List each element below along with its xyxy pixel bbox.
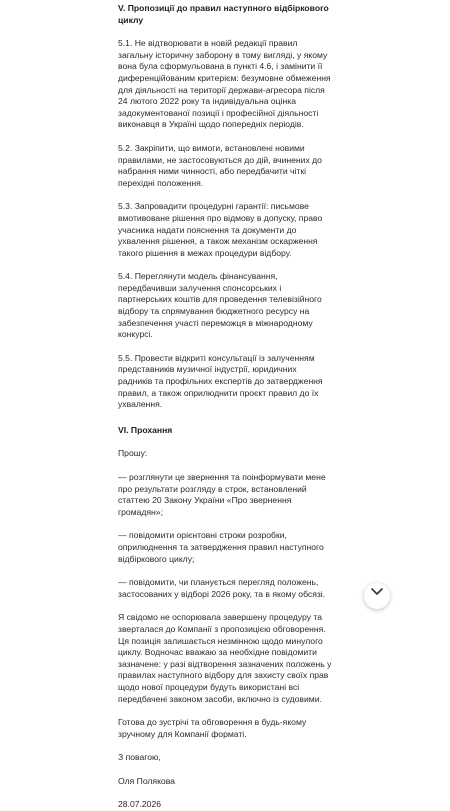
- paragraph-5-1: 5.1. Не відтворювати в новій редакції правил загальну історичну заборону в тому вигляді, у якому вона була сформульована в пункті 4.6, і замінити її диференційованим критерієм: безумовне обмеження для діяльності на території держави-агресора після 24 лютого 2022 року та індивідуальна оцінка задокументованої позиції і професійної діяльності виконавця в Україні щодо попередніх періодів.: [118, 38, 331, 130]
- paragraph-5-3: 5.3. Запровадити процедурні гарантії: письмове вмотивоване рішення про відмову в допуску, право учасника надати пояснення та документи до ухвалення рішення, а також механізм оскарження такого рішення в межах процедури відбору.: [118, 201, 323, 258]
- request-intro: Прошу:: [118, 448, 148, 459]
- request-item-1: — розглянути це звернення та поінформувати мене про результати розгляду в строк, встановлений статтею 20 Закону України «Про звернення громадян»;: [118, 472, 326, 517]
- closing-paragraph: Готова до зустрічі та обговорення в будь-якому зручному для Компанії форматі.: [118, 717, 307, 739]
- section-5-title: V. Пропозиції до правил наступного відбіркового циклу: [118, 3, 329, 25]
- scroll-down-button[interactable]: [364, 583, 390, 609]
- regards-line: З повагою,: [118, 752, 161, 763]
- paragraph-5-4: 5.4. Переглянути модель фінансування, передбачивши залучення спонсорських і партнерських коштів для проведення телевізійного відбору та спрямування бюджетного ресурсу на забезпечення участі переможця в міжнародному конкурсі.: [118, 271, 322, 340]
- chevron-down-icon: [371, 588, 383, 596]
- paragraph-5-5: 5.5. Провести відкриті консультації із залученням представників музичної індустрії, юридичних радників та профільних експертів до затвердження правил, а також оприлюднити проєкт правил до їх ухвалення.: [118, 352, 323, 410]
- request-item-2: — повідомити орієнтовні строки розробки, оприлюднення та затвердження правил наступного відбіркового циклу;: [118, 530, 324, 564]
- statement-paragraph: Я свідомо не оспорювала завершену процедуру та зверталася до Компанії з пропозицією обговорення. Ця позиція залишається незмінною щодо минулого циклу. Водночас вважаю за необхідне повідомити зазначене: у разі відтворення зазначених положень у правилах наступного відбору для захисту своїх прав щодо нової процедури будуть використані всі передбачені законом засоби, включно із судовими.: [118, 612, 332, 704]
- section-6-title: VI. Прохання: [118, 424, 173, 435]
- paragraph-5-2: 5.2. Закріпити, що вимоги, встановлені новими правилами, не застосовуються до дій, вчинених до набрання ними чинності, або передбачити чіткі перехідні положення.: [118, 142, 322, 188]
- signature-name: Оля Полякова: [118, 775, 175, 786]
- request-item-3: — повідомити, чи планується перегляд положень, застосованих у відборі 2026 року, та в якому обсязі.: [118, 577, 326, 599]
- signature-date: 28.07.2026: [118, 799, 162, 810]
